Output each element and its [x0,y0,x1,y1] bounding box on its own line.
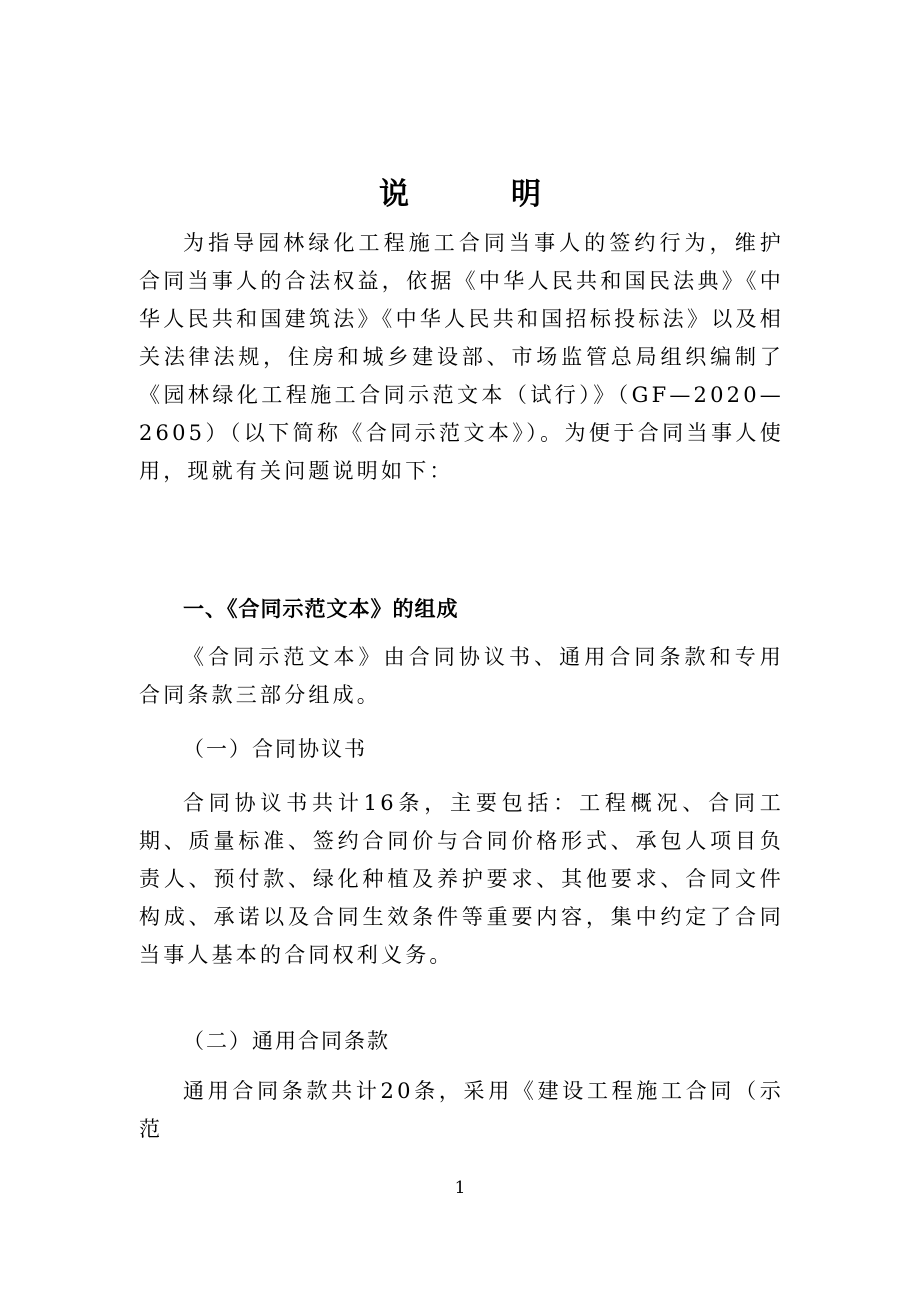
intro-paragraph: 为指导园林绿化工程施工合同当事人的签约行为，维护合同当事人的合法权益，依据《中华人民共和国民法典》《中华人民共和国建筑法》《中华人民共和国招标投标法》以及相关法律法规，住房和城乡建设部、市场监管总局组织编制了《园林绿化工程施工合同示范文本（试行）》（GF—2020—2605）（以下简称《合同示范文本》）。为便于合同当事人使用，现就有关问题说明如下： [139,231,784,483]
subsection-agreement-paragraph: 合同协议书共计16条，主要包括：工程概况、合同工期、质量标准、签约合同价与合同价格形式、承包人项目负责人、预付款、绿化种植及养护要求、其他要求、合同文件构成、承诺以及合同生效条件等重要内容，集中约定了合同当事人基本的合同权利义务。 [139,791,784,967]
section-heading-composition: 一、《合同示范文本》的组成 [183,597,459,621]
page-number: 1 [454,1178,466,1198]
subsection-general-terms-paragraph: 通用合同条款共计20条，采用《建设工程施工合同（示范 [139,1079,784,1141]
document-title: 说 明 [379,177,577,212]
subsection-heading-general-terms: （二）通用合同条款 [183,1029,390,1053]
subsection-heading-agreement: （一）合同协议书 [183,737,367,761]
section-composition-paragraph: 《合同示范文本》由合同协议书、通用合同条款和专用合同条款三部分组成。 [139,645,784,707]
